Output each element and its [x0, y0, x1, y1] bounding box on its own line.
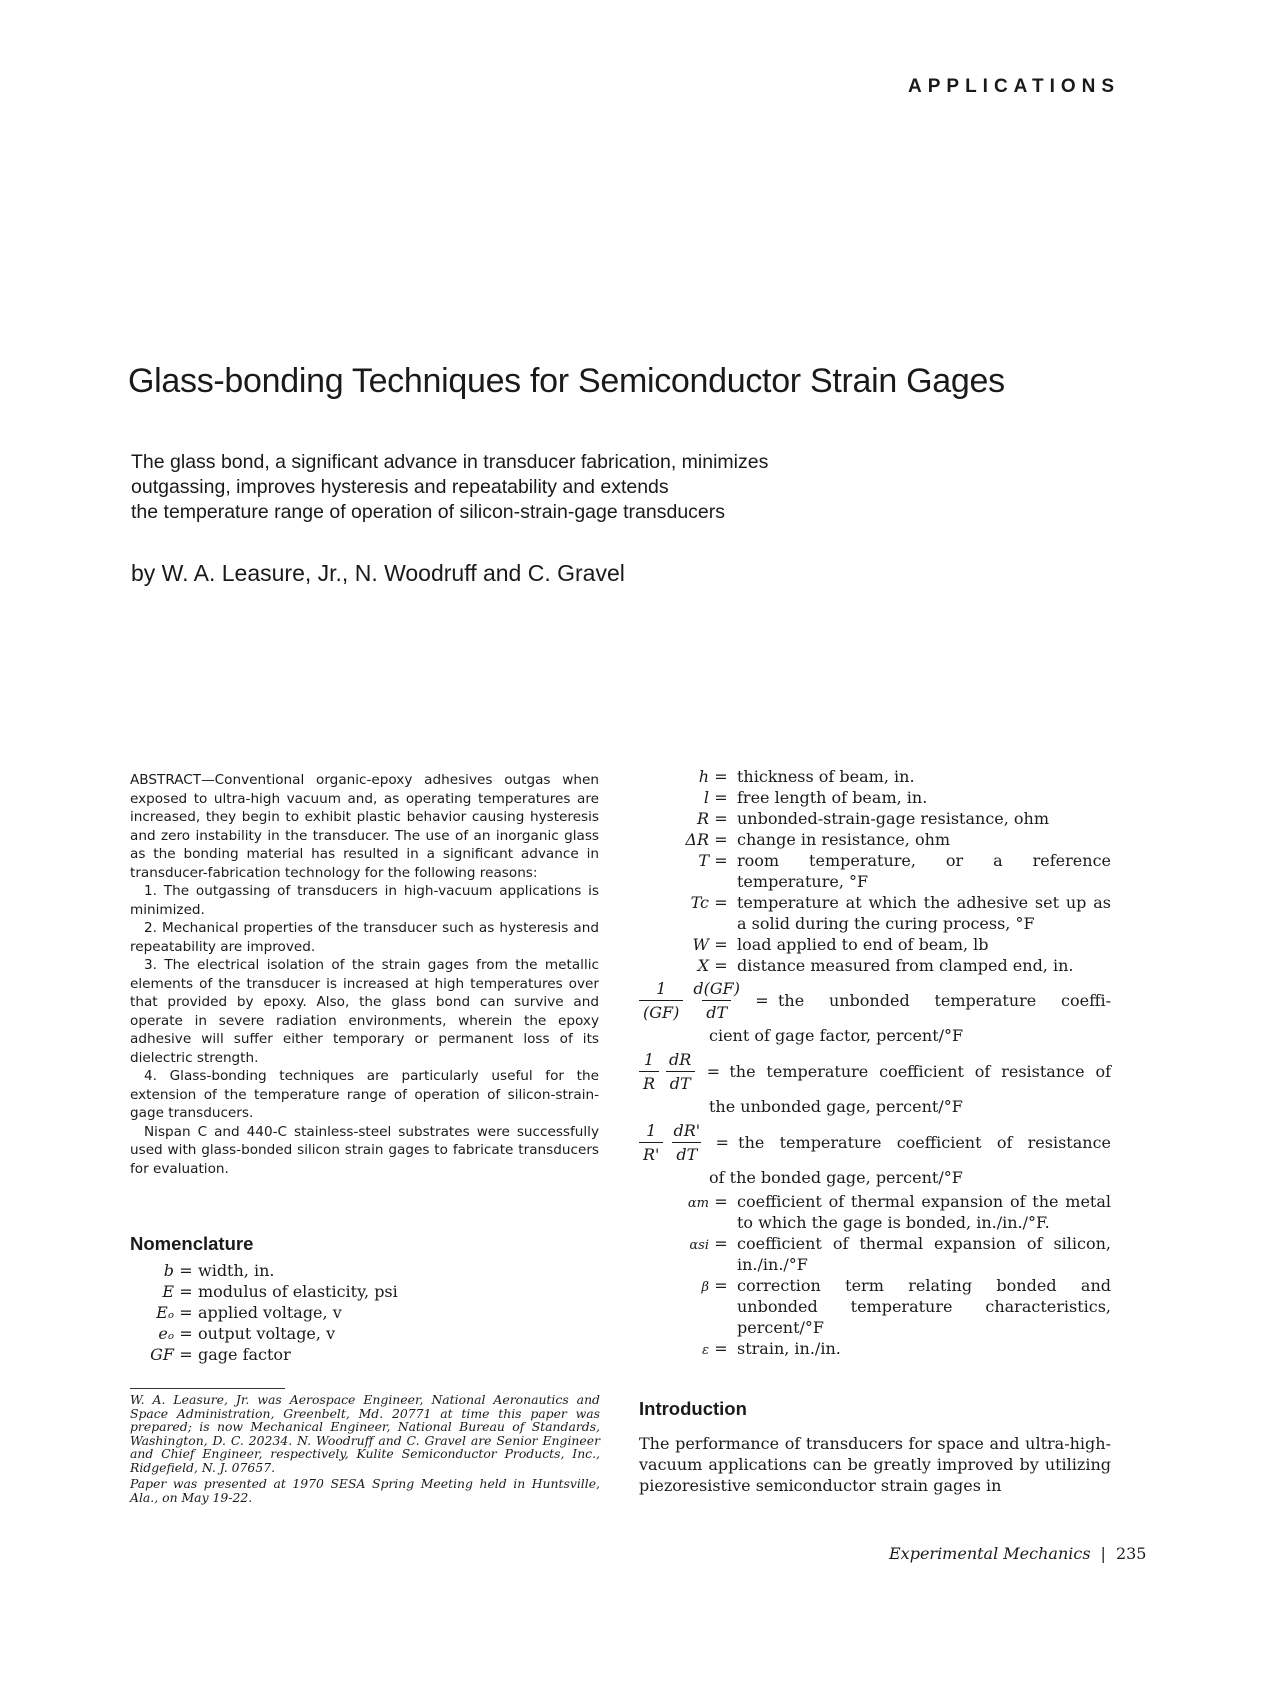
- nomenclature-entry: GF = gage factor: [130, 1344, 600, 1365]
- abstract-paragraph: Nispan C and 440-C stainless-steel substrates were successfully used with glass-bonded silicon strain gages to fabricate transducers for evaluation.: [130, 1123, 599, 1177]
- subtitle-line: outgassing, improves hysteresis and repeatability and extends: [131, 476, 669, 498]
- section-label: APPLICATIONS: [908, 76, 1121, 97]
- fraction: [689, 978, 744, 1023]
- nomenclature-entry: Eₒ = applied voltage, v: [130, 1302, 600, 1323]
- abstract-paragraph: ABSTRACT—Conventional organic-epoxy adhesives outgas when exposed to ultra-high vacuum and, as operating temperatures are increased, they begin to exhibit plastic behavior causing hysteresis and zero instability in the transducer. The use of an inorganic glass as the bonding material has resulted in a significant advance in transducer-fabrication technology for the following reasons:: [130, 772, 599, 881]
- symbol: W: [692, 935, 709, 954]
- definition: thickness of beam, in.: [737, 767, 915, 786]
- nomenclature-entry: R = unbonded-strain-gage resistance, ohm: [639, 808, 1111, 829]
- numerator: dR: [669, 1050, 692, 1069]
- definition: unbonded-strain-gage resistance, ohm: [737, 809, 1050, 828]
- definition: coefficient of thermal expansion of the metal to which the gage is bonded, in./in./°F.: [737, 1192, 1111, 1232]
- nomenclature-entry: β = correction term relating bonded and unbonded temperature characteristics, percent/°F: [639, 1275, 1111, 1338]
- symbol: h: [698, 767, 709, 786]
- definition: gage factor: [198, 1345, 291, 1364]
- introduction-paragraph: The performance of transducers for space and ultra-high-vacuum applications can be greatly improved by utilizing piezoresistive semiconductor strain gages in: [639, 1434, 1111, 1495]
- fraction: [639, 978, 683, 1023]
- nomenclature-entry: W = load applied to end of beam, lb: [639, 934, 1111, 955]
- symbol: E: [162, 1282, 174, 1301]
- footer-separator: |: [1100, 1544, 1106, 1563]
- definition: output voltage, v: [198, 1324, 336, 1343]
- denominator: R: [639, 1071, 659, 1094]
- definition: load applied to end of beam, lb: [737, 935, 989, 954]
- definition: distance measured from clamped end, in.: [737, 956, 1074, 975]
- numerator: 1: [646, 1121, 657, 1140]
- symbol: X: [697, 956, 709, 975]
- symbol: Eₒ: [156, 1303, 174, 1322]
- denominator: (GF): [639, 1000, 683, 1023]
- symbol: αsi: [689, 1238, 709, 1253]
- symbol: eₒ: [158, 1324, 174, 1343]
- footnote: [130, 1388, 600, 1507]
- symbol: R: [696, 809, 709, 828]
- nomenclature-entry: eₒ = output voltage, v: [130, 1323, 600, 1344]
- nomenclature-entry: αsi = coefficient of thermal expansion of silicon, in./in./°F: [639, 1233, 1111, 1275]
- nomenclature-entry: E = modulus of elasticity, psi: [130, 1281, 600, 1302]
- subtitle-line: The glass bond, a significant advance in transducer fabrication, minimizes: [131, 451, 769, 473]
- numerator: d(GF): [693, 979, 740, 998]
- symbol: GF: [150, 1345, 174, 1364]
- abstract-paragraph: 4. Glass-bonding techniques are particularly useful for the extension of the temperature range of operation of silicon-strain-gage transducers.: [130, 1068, 599, 1121]
- nomenclature-entry: ε = strain, in./in.: [639, 1338, 1111, 1361]
- article-subtitle: [131, 450, 891, 525]
- denominator: dT: [666, 1071, 695, 1094]
- fraction-entry: $\frac{1}{R}$ $\frac{dR}{dT}$ = the temperature coefficient of resistance of: [639, 1049, 1111, 1094]
- definition: strain, in./in.: [737, 1339, 841, 1358]
- nomenclature-entry: X = distance measured from clamped end, in.: [639, 955, 1111, 976]
- nomenclature-entry: ΔR = change in resistance, ohm: [639, 829, 1111, 850]
- definition: temperature at which the adhesive set up as a solid during the curing process, °F: [737, 893, 1111, 933]
- nomenclature-entry: b = width, in.: [130, 1260, 600, 1281]
- nomenclature-entry: h = thickness of beam, in.: [639, 766, 1111, 787]
- nomenclature-entry: αm = coefficient of thermal expansion of the metal to which the gage is bonded, in./in./°F.: [639, 1191, 1111, 1233]
- abstract-paragraph: 2. Mechanical properties of the transducer such as hysteresis and repeatability are improved.: [130, 920, 599, 955]
- definition: coefficient of thermal expansion of silicon, in./in./°F: [737, 1234, 1111, 1274]
- definition: correction term relating bonded and unbonded temperature characteristics, percent/°F: [737, 1276, 1111, 1337]
- symbol: ΔR: [685, 830, 709, 849]
- definition: the temperature coefficient of resistance: [738, 1133, 1111, 1152]
- definition-continued: of the bonded gage, percent/°F: [709, 1168, 963, 1187]
- introduction-heading: Introduction: [639, 1398, 747, 1419]
- nomenclature-list-left: [130, 1260, 600, 1365]
- definition: modulus of elasticity, psi: [198, 1282, 398, 1301]
- abstract-paragraph: 1. The outgassing of transducers in high-vacuum applications is minimized.: [130, 883, 599, 918]
- definition: change in resistance, ohm: [737, 830, 951, 849]
- symbol: T: [698, 851, 709, 870]
- fraction: [639, 1049, 659, 1094]
- footnote-affiliation: W. A. Leasure, Jr. was Aerospace Engineer, National Aeronautics and Space Administration, Greenbelt, Md. 20771 at time this paper was prepared; is now Mechanical Engineer, National Bureau of Standards, Washington, D. C. 20234. N. Woodruff and C. Gravel are Senior Engineer and Chief Engineer, respectively, Kulite Semiconductor Products, Inc., Ridgefield, N. J. 07657.: [130, 1392, 600, 1475]
- nomenclature-entry: T = room temperature, or a reference temperature, °F: [639, 850, 1111, 892]
- symbol: Tc: [690, 893, 709, 912]
- authors: by W. A. Leasure, Jr., N. Woodruff and C. Gravel: [131, 560, 625, 586]
- article-title: Glass-bonding Techniques for Semiconductor Strain Gages: [128, 362, 1005, 400]
- page-footer: [889, 1544, 1146, 1563]
- numerator: 1: [643, 1050, 655, 1069]
- fraction-entry: $\frac{1}{(GF)}$ $\frac{d(GF)}{dT}$ = the unbonded temperature coeffi-: [639, 978, 1111, 1023]
- abstract-paragraph: 3. The electrical isolation of the strain gages from the metallic elements of the transducer is increased at high temperatures over that provided by epoxy. Also, the glass bond can survive and operate in severe radiation environments, wherein the epoxy adhesive will suffer either temporary or permanent loss of its dielectric strength.: [130, 957, 599, 1066]
- definition-continued: cient of gage factor, percent/°F: [709, 1026, 964, 1045]
- symbol: ε: [702, 1343, 709, 1358]
- nomenclature-heading: Nomenclature: [130, 1233, 254, 1254]
- definition: free length of beam, in.: [737, 788, 928, 807]
- numerator: dR': [673, 1121, 701, 1140]
- definition: the temperature coefficient of resistance of: [729, 1062, 1111, 1081]
- definition: room temperature, or a reference temperature, °F: [737, 851, 1111, 891]
- fraction: [639, 1120, 663, 1165]
- numerator: 1: [656, 979, 667, 998]
- definition: applied voltage, v: [198, 1303, 342, 1322]
- definition: the unbonded temperature coeffi-: [777, 991, 1111, 1010]
- definition-continued: the unbonded gage, percent/°F: [709, 1097, 963, 1116]
- journal-name: Experimental Mechanics: [889, 1544, 1091, 1563]
- footnote-rule: [130, 1388, 285, 1389]
- symbol: αm: [687, 1196, 709, 1211]
- nomenclature-entry: l = free length of beam, in.: [639, 787, 1111, 808]
- subtitle-line: the temperature range of operation of silicon-strain-gage transducers: [131, 501, 725, 523]
- symbol: β: [701, 1280, 709, 1295]
- definition: width, in.: [198, 1261, 275, 1280]
- nomenclature-list-right: [639, 766, 1111, 1361]
- nomenclature-entry: Tc = temperature at which the adhesive set up as a solid during the curing process, °F: [639, 892, 1111, 934]
- fraction: [665, 1049, 695, 1094]
- denominator: R': [639, 1142, 663, 1165]
- denominator: dT: [672, 1142, 701, 1165]
- fraction-entry: $\frac{1}{R'}$ $\frac{dR'}{dT}$ = the temperature coefficient of resistance: [639, 1120, 1111, 1165]
- page-number: 235: [1115, 1544, 1147, 1563]
- symbol: l: [703, 788, 709, 807]
- abstract: [130, 771, 599, 1178]
- denominator: dT: [702, 1000, 731, 1023]
- fraction: [669, 1120, 704, 1165]
- footnote-presentation: Paper was presented at 1970 SESA Spring Meeting held in Huntsville, Ala., on May 19-22.: [130, 1476, 600, 1505]
- symbol: b: [163, 1261, 174, 1280]
- introduction-text: [639, 1433, 1111, 1496]
